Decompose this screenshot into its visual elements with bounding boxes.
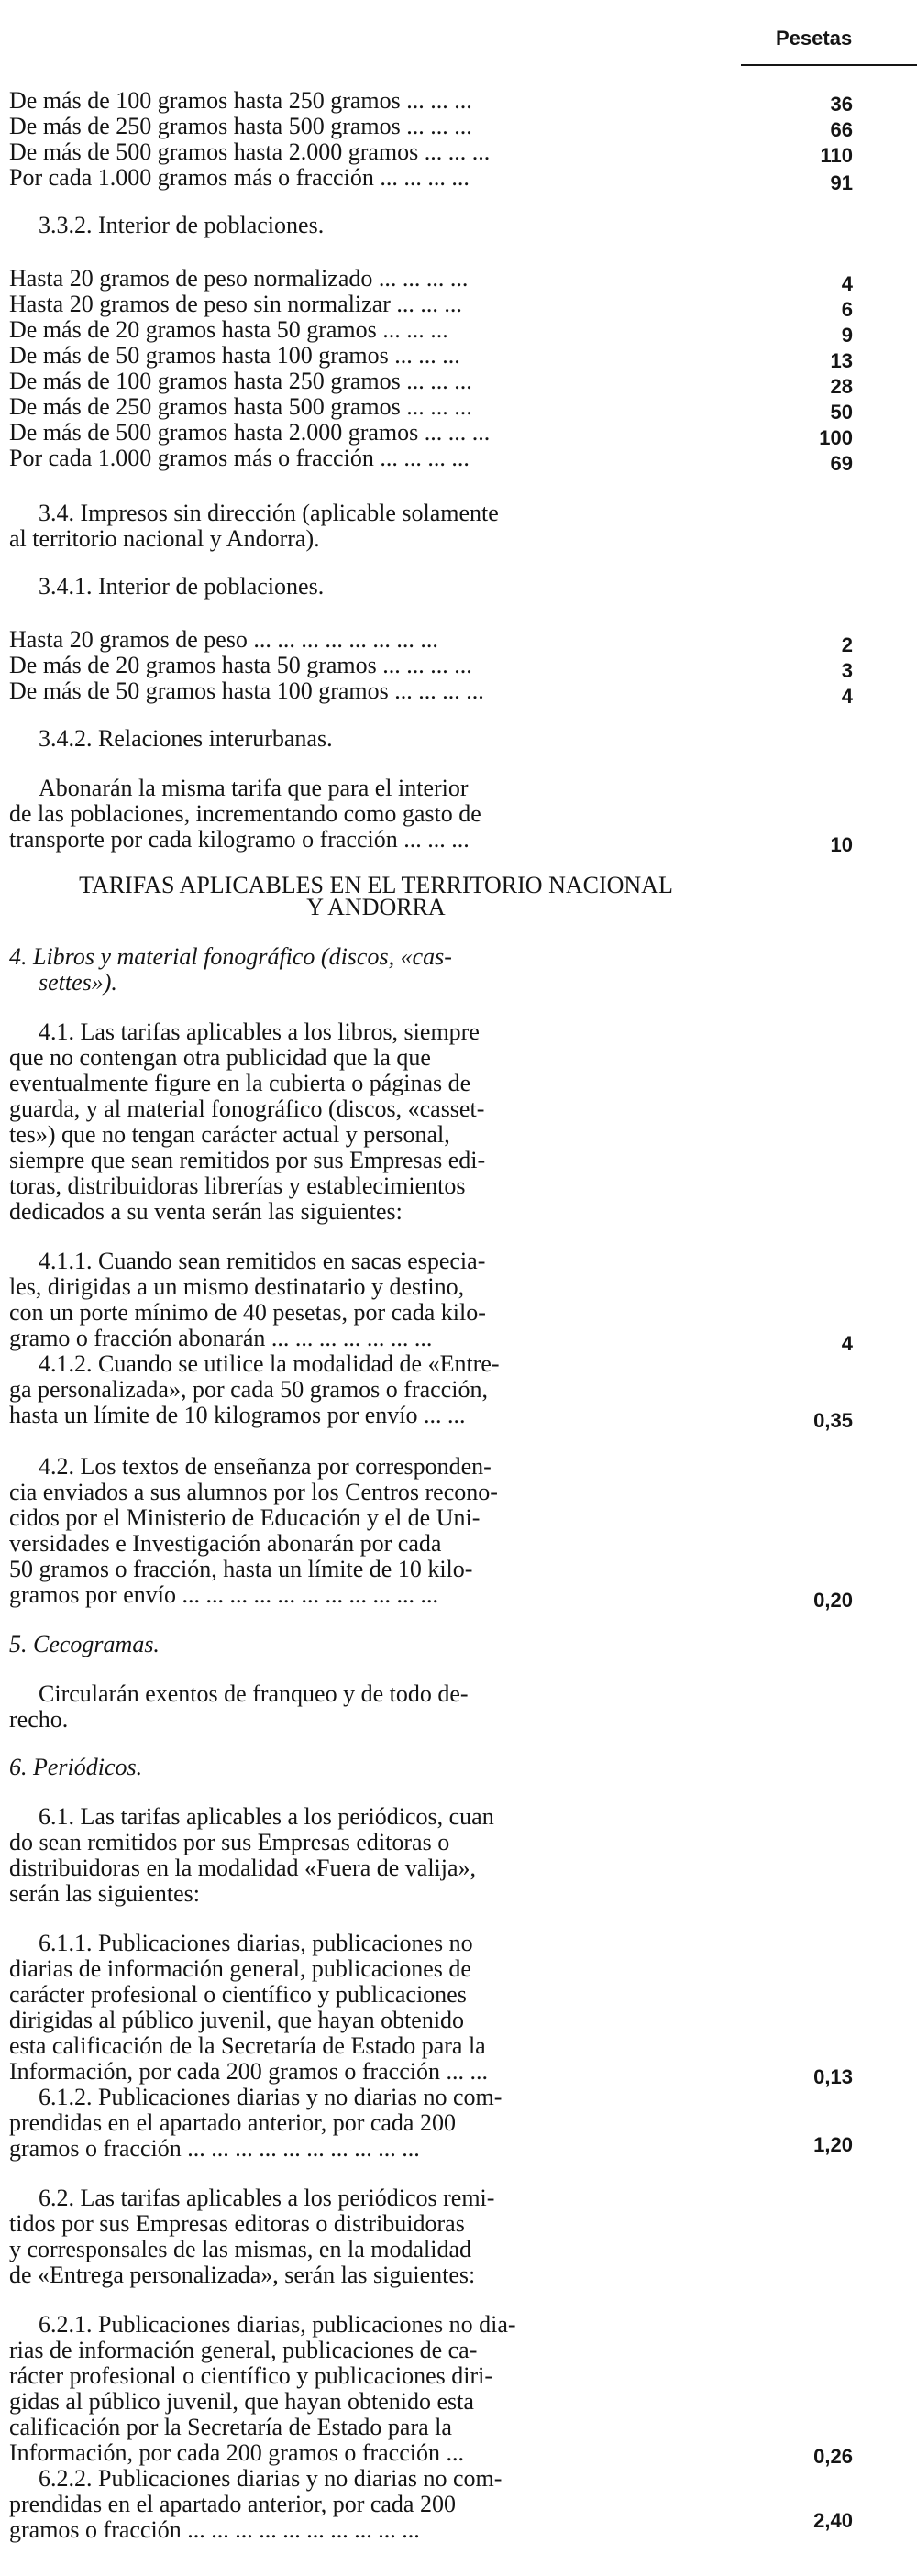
tariff-row: De más de 50 gramos hasta 100 gramos ... ... ... ... bbox=[9, 677, 484, 704]
text-line: al territorio nacional y Andorra). bbox=[9, 525, 320, 552]
header-rule bbox=[741, 64, 917, 66]
tariff-value: 4 bbox=[841, 1332, 853, 1355]
text-line: esta calificación de la Secretaría de Estado para la bbox=[9, 2032, 486, 2059]
text-line: guarda, y al material fonográfico (discos, «casset- bbox=[9, 1095, 485, 1122]
tariff-value: 9 bbox=[841, 324, 853, 347]
tariff-value: 110 bbox=[820, 144, 853, 167]
tariff-value: 66 bbox=[830, 118, 853, 141]
tariff-value: 0,20 bbox=[813, 1589, 853, 1612]
tariff-row: Hasta 20 gramos de peso ... ... ... ... ... ... ... ... bbox=[9, 626, 438, 653]
tariff-value: 13 bbox=[830, 349, 853, 372]
text-line: recho. bbox=[9, 1706, 69, 1733]
text-line: de «Entrega personalizada», serán las siguientes: bbox=[9, 2262, 476, 2288]
tariff-row: transporte por cada kilogramo o fracción ... ... ... bbox=[9, 826, 470, 853]
text-line: cia enviados a sus alumnos por los Centros recono- bbox=[9, 1479, 498, 1505]
tariff-value: 69 bbox=[830, 452, 853, 475]
tariff-value: 50 bbox=[830, 401, 853, 424]
section-heading: 4. Libros y material fonográfico (discos, «cas- bbox=[9, 943, 452, 970]
tariff-row: Información, por cada 200 gramos o fracción ... bbox=[9, 2439, 464, 2466]
section-heading: 3.4.1. Interior de poblaciones. bbox=[39, 573, 325, 600]
text-line: prendidas en el apartado anterior, por cada 200 bbox=[9, 2491, 456, 2517]
tariff-row: Por cada 1.000 gramos más o fracción ... ... ... ... bbox=[9, 445, 470, 471]
pesetas-column-header: Pesetas bbox=[776, 27, 853, 50]
text-line: de las poblaciones, incrementando como gasto de bbox=[9, 800, 481, 827]
text-line: Abonarán la misma tarifa que para el interior bbox=[39, 775, 469, 801]
section-heading: 5. Cecogramas. bbox=[9, 1631, 160, 1657]
tariff-row: Hasta 20 gramos de peso sin normalizar ... ... ... bbox=[9, 291, 462, 317]
section-heading: 3.3.2. Interior de poblaciones. bbox=[39, 212, 325, 238]
text-line: do sean remitidos por sus Empresas editoras o bbox=[9, 1829, 450, 1855]
text-line: 4.1. Las tarifas aplicables a los libros, siempre bbox=[39, 1018, 480, 1045]
tariff-value: 0,26 bbox=[813, 2445, 853, 2468]
text-line: rias de información general, publicaciones de ca- bbox=[9, 2337, 478, 2363]
tariff-value: 6 bbox=[841, 298, 853, 321]
text-line: ga personalizada», por cada 50 gramos o fracción, bbox=[9, 1376, 488, 1403]
text-line: siempre que sean remitidos por sus Empresas edi- bbox=[9, 1147, 486, 1173]
text-line: 6.1.2. Publicaciones diarias y no diarias no com- bbox=[39, 2084, 503, 2110]
tariff-value: 36 bbox=[830, 93, 853, 116]
section-heading: 3.4.2. Relaciones interurbanas. bbox=[39, 725, 333, 752]
tariff-row: hasta un límite de 10 kilogramos por envío ... ... bbox=[9, 1402, 466, 1428]
tariff-value: 2 bbox=[841, 633, 853, 656]
text-line: prendidas en el apartado anterior, por cada 200 bbox=[9, 2109, 456, 2136]
text-line: 6.2.1. Publicaciones diarias, publicaciones no dia- bbox=[39, 2311, 516, 2338]
tariff-row: gramos o fracción ... ... ... ... ... ... ... ... ... ... bbox=[9, 2516, 420, 2543]
section-heading: 3.4. Impresos sin dirección (aplicable solamente bbox=[39, 500, 499, 526]
text-line: 4.1.2. Cuando se utilice la modalidad de «Entre- bbox=[39, 1350, 500, 1377]
text-line: calificación por la Secretaría de Estado para la bbox=[9, 2414, 452, 2440]
tariff-value: 3 bbox=[841, 659, 853, 682]
text-line: versidades e Investigación abonarán por cada bbox=[9, 1530, 442, 1557]
text-line: Circularán exentos de franqueo y de todo de- bbox=[39, 1680, 469, 1707]
text-line: cidos por el Ministerio de Educación y el de Uni- bbox=[9, 1504, 481, 1531]
text-line: gidas al público juvenil, que hayan obtenido esta bbox=[9, 2388, 474, 2415]
text-line: y corresponsales de las mismas, en la modalidad bbox=[9, 2236, 471, 2262]
text-line: tidos por sus Empresas editoras o distribuidoras bbox=[9, 2210, 465, 2237]
text-line: 4.2. Los textos de enseñanza por corresponden- bbox=[39, 1453, 492, 1480]
tariff-value: 28 bbox=[830, 375, 853, 398]
tariff-row: De más de 20 gramos hasta 50 gramos ... ... ... ... bbox=[9, 652, 472, 678]
text-line: dirigidas al público juvenil, que hayan obtenido bbox=[9, 2007, 465, 2033]
text-line: diarias de información general, publicaciones de bbox=[9, 1955, 471, 1982]
text-line: tes») que no tengan carácter actual y personal, bbox=[9, 1121, 450, 1148]
tariff-row: De más de 250 gramos hasta 500 gramos ... ... ... bbox=[9, 113, 472, 139]
tariff-value: 100 bbox=[819, 426, 853, 449]
tariff-value: 0,13 bbox=[813, 2065, 853, 2088]
text-line: con un porte mínimo de 40 pesetas, por cada kilo- bbox=[9, 1299, 486, 1326]
text-line: 4.1.1. Cuando sean remitidos en sacas especia- bbox=[39, 1248, 486, 1274]
tariff-value: 10 bbox=[830, 833, 853, 856]
tariff-row: De más de 100 gramos hasta 250 gramos ... ... ... bbox=[9, 368, 472, 394]
text-line: eventualmente figure en la cubierta o páginas de bbox=[9, 1070, 471, 1096]
section-heading: settes»). bbox=[39, 969, 117, 996]
tariff-row: De más de 100 gramos hasta 250 gramos ... ... ... bbox=[9, 87, 472, 114]
text-line: 6.1. Las tarifas aplicables a los periódicos, cuan bbox=[39, 1803, 494, 1830]
section-heading: 6. Periódicos. bbox=[9, 1754, 143, 1780]
text-line: rácter profesional o científico y publicaciones diri- bbox=[9, 2362, 493, 2389]
text-line: que no contengan otra publicidad que la que bbox=[9, 1044, 431, 1071]
tariff-row: De más de 20 gramos hasta 50 gramos ... ... ... bbox=[9, 316, 448, 343]
tariff-row: Por cada 1.000 gramos más o fracción ... ... ... ... bbox=[9, 164, 470, 191]
tariff-row: De más de 500 gramos hasta 2.000 gramos ... ... ... bbox=[9, 138, 491, 165]
tariff-value: 2,40 bbox=[813, 2509, 853, 2532]
tariff-value: 1,20 bbox=[813, 2133, 853, 2156]
tariff-value: 91 bbox=[830, 171, 853, 194]
tariff-row: Información, por cada 200 gramos o fracción ... ... bbox=[9, 2058, 488, 2085]
text-line: 6.2. Las tarifas aplicables a los periódicos remi- bbox=[39, 2185, 495, 2211]
tariff-row: gramo o fracción abonarán ... ... ... ... ... ... ... bbox=[9, 1325, 433, 1351]
text-line: toras, distribuidoras librerías y establecimientos bbox=[9, 1172, 466, 1199]
text-line: distribuidoras en la modalidad «Fuera de valija», bbox=[9, 1855, 477, 1881]
tariff-value: 0,35 bbox=[813, 1409, 853, 1432]
tariff-row: gramos o fracción ... ... ... ... ... ... ... ... ... ... bbox=[9, 2135, 420, 2162]
text-line: 6.1.1. Publicaciones diarias, publicaciones no bbox=[39, 1930, 473, 1956]
tariff-value: 4 bbox=[841, 685, 853, 708]
tariff-row: Hasta 20 gramos de peso normalizado ... ... ... ... bbox=[9, 265, 469, 292]
text-line: carácter profesional o científico y publicaciones bbox=[9, 1981, 467, 2008]
text-line: dedicados a su venta serán las siguientes: bbox=[9, 1198, 403, 1225]
text-line: serán las siguientes: bbox=[9, 1880, 200, 1907]
tariff-row: gramos por envío ... ... ... ... ... ... ... ... ... ... ... bbox=[9, 1581, 438, 1608]
title-line: TARIFAS APLICABLES EN EL TERRITORIO NACIONAL bbox=[79, 872, 673, 898]
text-line: les, dirigidas a un mismo destinatario y destino, bbox=[9, 1273, 465, 1300]
title-line: Y ANDORRA bbox=[306, 894, 446, 920]
tariff-row: De más de 250 gramos hasta 500 gramos ... ... ... bbox=[9, 393, 472, 420]
text-line: 50 gramos o fracción, hasta un límite de 10 kilo- bbox=[9, 1556, 473, 1582]
tariff-value: 4 bbox=[841, 272, 853, 295]
tariff-row: De más de 50 gramos hasta 100 gramos ... ... ... bbox=[9, 342, 460, 369]
text-line: 6.2.2. Publicaciones diarias y no diarias no com- bbox=[39, 2465, 503, 2492]
tariff-row: De más de 500 gramos hasta 2.000 gramos ... ... ... bbox=[9, 419, 491, 446]
